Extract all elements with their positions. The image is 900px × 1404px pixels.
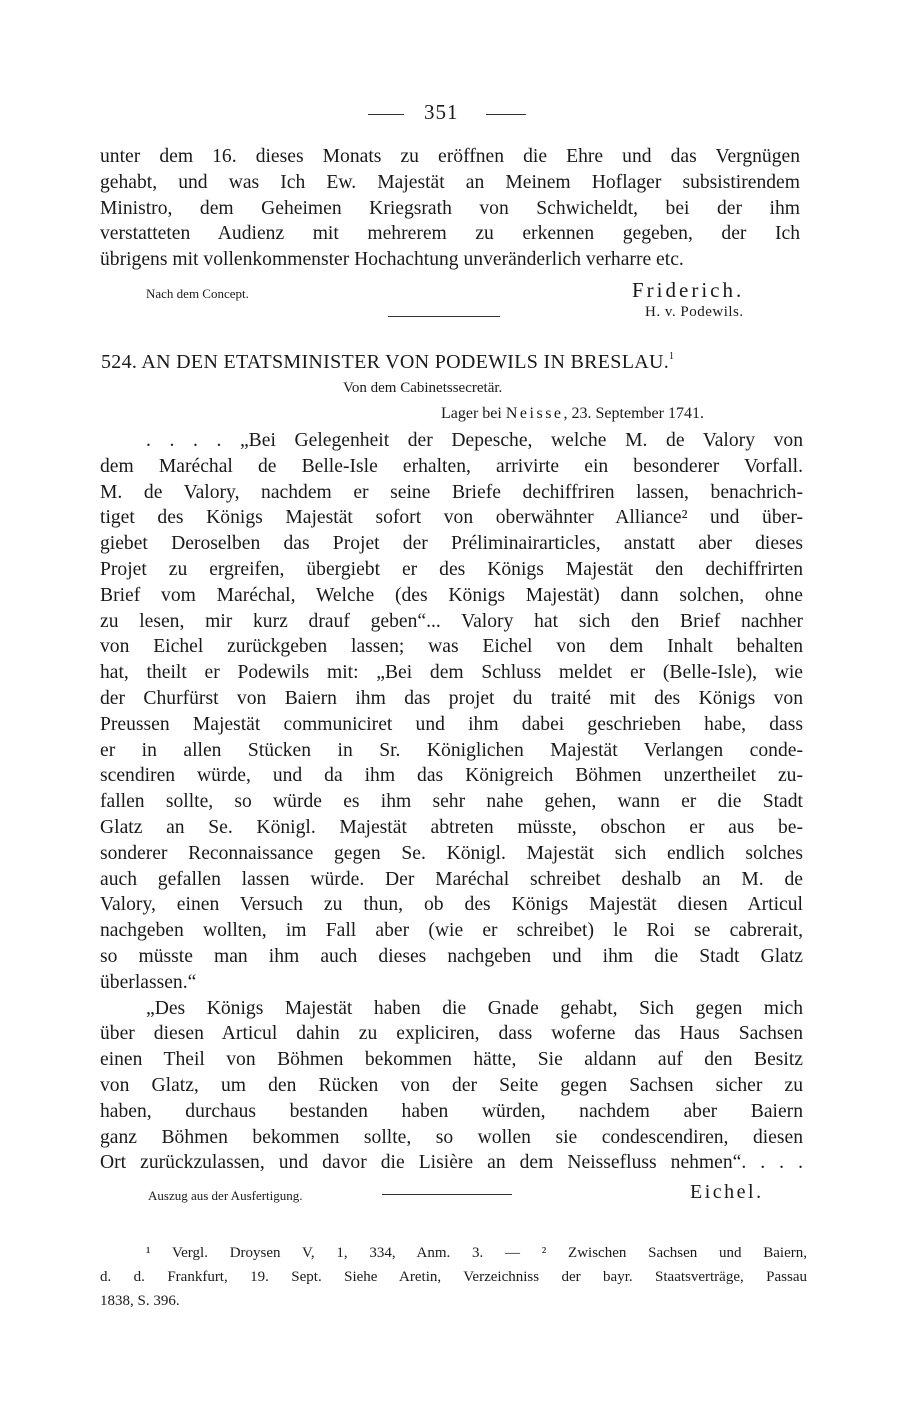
footnotes: [100, 1241, 807, 1313]
text-line: überlassen.“: [100, 971, 197, 993]
text-line: ganz Böhmen bekommen sollte, so wollen sie condescendiren, diesen: [100, 1126, 803, 1148]
text-line: tiget des Königs Majestät sofort von oberwähnter Alliance² und über-: [100, 507, 803, 529]
letter-closing-paragraph: [100, 144, 800, 273]
text-line: dem Maréchal de Belle-Isle erhalten, arrivirte ein besonderer Vorfall.: [100, 455, 803, 477]
countersignature: H. v. Podewils.: [645, 304, 744, 320]
text-line: Glatz an Se. Königl. Majestät abtreten müsste, obschon er aus be-: [100, 816, 803, 838]
page-number: 351: [424, 100, 459, 124]
footnote-line: d. d. Frankfurt, 19. Sept. Siehe Aretin, Verzeichniss der bayr. Staatsverträge, Passau: [100, 1269, 807, 1285]
text-line: M. de Valory, nachdem er seine Briefe dechiffriren lassen, benachrich-: [100, 481, 803, 503]
document-heading: [101, 351, 801, 374]
text-line: übrigens mit vollenkommenster Hochachtung unveränderlich verharre etc.: [100, 249, 684, 271]
text-line: von Eichel zurückgeben lassen; was Eichel von dem Inhalt behalten: [100, 636, 803, 658]
page-header: [0, 100, 900, 130]
text-line: einen Theil von Böhmen bekommen hätte, Sie aldann auf den Besitz: [100, 1049, 803, 1071]
separator-rule: [388, 316, 500, 317]
text-line: unter dem 16. dieses Monats zu eröffnen die Ehre und das Vergnügen: [100, 146, 800, 167]
text-line: haben, durchaus bestanden haben würden, nachdem aber Baiern: [100, 1100, 803, 1122]
header-rule-right: [486, 114, 526, 115]
separator-rule: [382, 1194, 512, 1195]
text-line: Brief vom Maréchal, Welche (des Königs Majestät) dann solchen, ohne: [100, 584, 803, 606]
letter-body: [100, 428, 803, 1176]
text-line: nachgeben wollten, im Fall aber (wie er schreibet) le Roi se cabrerait,: [100, 920, 803, 942]
text-line: Projet zu ergreifen, übergiebt er des Königs Majestät den dechiffrirten: [100, 558, 803, 580]
signature: Friderich.: [632, 278, 745, 302]
text-line: so müsste man ihm auch dieses nachgeben und ihm die Stadt Glatz: [100, 945, 803, 967]
text-line: zu lesen, mir kurz drauf geben“... Valory hat sich den Brief nachher: [100, 610, 803, 632]
text-line: der Churfürst von Baiern ihm das projet du traité mit des Königs von: [100, 687, 803, 709]
signature: Eichel.: [690, 1181, 764, 1203]
text-line: „Des Königs Majestät haben die Gnade gehabt, Sich gegen mich: [146, 997, 803, 1019]
text-line: Ort zurückzulassen, und davor die Lisière an dem Neissefluss nehmen“. . . .: [100, 1152, 803, 1174]
text-line: er in allen Stücken in Sr. Königlichen Majestät Verlangen conde-: [100, 739, 803, 761]
source-note: Nach dem Concept.: [146, 286, 249, 301]
dateline-prefix: Lager bei: [441, 405, 502, 422]
footnote-line: 1838, S. 396.: [100, 1293, 180, 1309]
text-line: auch gefallen lassen würde. Der Maréchal schreibet deshalb an M. de: [100, 868, 803, 890]
text-line: hat, theilt er Podewils mit: „Bei dem Schluss meldet er (Belle-Isle), wie: [100, 662, 803, 684]
text-line: von Glatz, um den Rücken von der Seite gegen Sachsen sicher zu: [100, 1074, 803, 1096]
source-note: Auszug aus der Ausfertigung.: [148, 1188, 303, 1203]
text-line: . . . . „Bei Gelegenheit der Depesche, welche M. de Valory von: [146, 430, 803, 451]
dateline-date: , 23. September 1741.: [563, 405, 704, 422]
footnote-marker: 1: [669, 351, 675, 362]
text-line: giebet Deroselben das Projet der Préliminairarticles, anstatt aber dieses: [100, 533, 803, 555]
text-line: gehabt, und was Ich Ew. Majestät an Meinem Hoflager subsistirendem: [100, 171, 800, 193]
footnote-line: ¹ Vergl. Droysen V, 1, 334, Anm. 3. — ² Zwischen Sachsen und Baiern,: [146, 1245, 807, 1261]
text-line: scendiren würde, und da ihm das Königreich Böhmen unzertheilet zu-: [100, 765, 803, 787]
text-line: Preussen Majestät communiciret und ihm dabei geschrieben habe, dass: [100, 713, 803, 735]
text-line: verstatteten Audienz mit mehrerem zu erkennen gegeben, der Ich: [100, 223, 800, 245]
text-line: Valory, einen Versuch zu thun, ob des Königs Majestät diesen Articul: [100, 894, 803, 916]
dateline-place: Neisse: [505, 405, 564, 422]
text-line: Ministro, dem Geheimen Kriegsrath von Schwicheldt, bei der ihm: [100, 197, 800, 219]
text-line: fallen sollte, so würde es ihm sehr nahe gehen, wann er die Stadt: [100, 791, 803, 813]
dateline: [441, 405, 704, 423]
text-line: sonderer Reconnaissance gegen Se. Königl. Majestät sich endlich solches: [100, 842, 803, 864]
heading-text: 524. AN DEN ETATSMINISTER VON PODEWILS IN BRESLAU.: [101, 351, 670, 373]
text-line: über diesen Articul dahin zu expliciren, dass woferne das Haus Sachsen: [100, 1023, 803, 1045]
header-rule-left: [368, 114, 404, 115]
document-subheading: Von dem Cabinetssecretär.: [343, 380, 503, 396]
